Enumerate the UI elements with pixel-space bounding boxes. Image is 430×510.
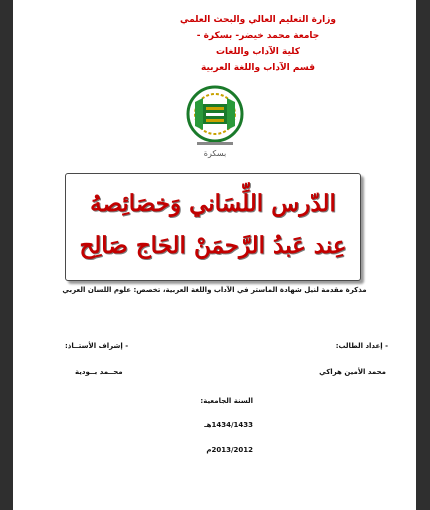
gregorian-year: 2013/2012م [206, 446, 253, 454]
thesis-title-line-1: الدّرس اللِّسَاني وَخصَائِصهُ [90, 190, 336, 217]
supervisor-name: محــمد بــودية [75, 368, 123, 376]
student-name: محمد الأمين هراكي [319, 368, 386, 376]
student-label: - إعداد الطالب: [335, 342, 388, 350]
university-line: جامعة محمد خيضر- بسكرة - [196, 31, 320, 41]
hijri-year: 1434/1433هـ [204, 421, 253, 429]
institution-header [158, 12, 358, 76]
seal-caption: بسكرة [203, 149, 227, 158]
ministry-line: وزارة التعليم العالي والبحث العلمي [179, 15, 337, 25]
faculty-line: كلية الآداب واللغات [215, 47, 301, 57]
department-line: قسم الآداب واللغة العربية [201, 63, 315, 73]
supervisor-label: - إشراف الأستــاذ: [65, 342, 129, 350]
university-seal-icon [183, 84, 247, 162]
memo-description: مذكرة مقدمة لنيل شهادة الماستر في الآداب واللغة العربية، تخصص: علوم اللسان العربي [62, 286, 367, 294]
thesis-title-box [65, 173, 361, 281]
thesis-title-line-2: عِند عَبدُ الرَّحمَنْ الحَاج صَالِح [79, 232, 347, 259]
academic-year-label: السنة الجامعية: [200, 397, 253, 405]
document-page [13, 0, 416, 510]
